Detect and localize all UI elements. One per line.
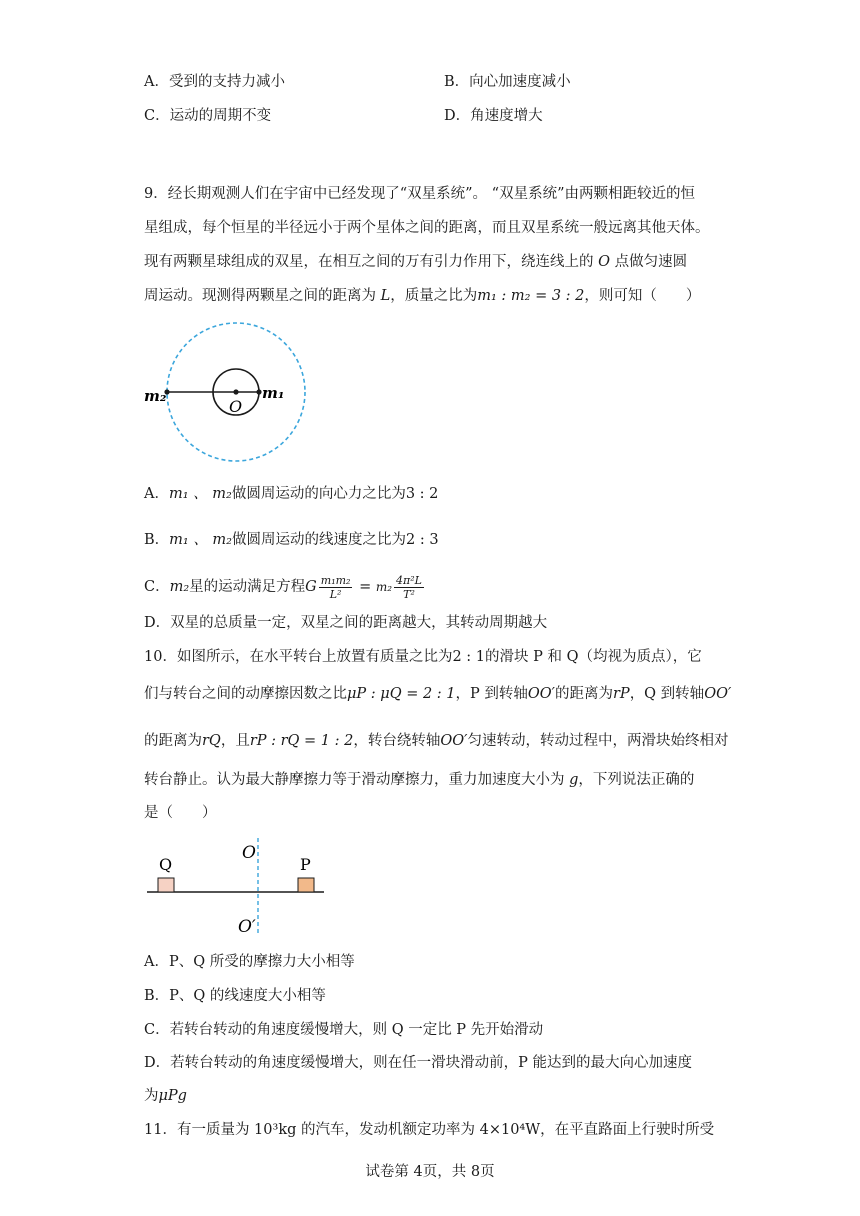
q8-option-d: D．角速度增大: [444, 108, 543, 124]
q9-line-1: 9．经长期观测人们在宇宙中已经发现了“双星系统”。 “双星系统”由两颗相距较近的恒: [144, 186, 695, 202]
q10-line-5: 是（ ）: [144, 805, 217, 821]
q10-line-2: 们与转台之间的动摩擦因数之比μP : μQ = 2 : 1，P 到转轴OO′的距离为rP，Q 到转轴OO′: [144, 686, 732, 702]
q10-option-d-line-1: D．若转台转动的角速度缓慢增大，则在任一滑块滑动前，P 能达到的最大向心加速度: [144, 1055, 692, 1071]
q9-option-c: C．m₂星的运动满足方程G $\frac{\text{m₁m₂}}{\text{L²}}$ = m₂ $\frac{\text{4π²L}}{\text{T²}}$: [144, 573, 422, 601]
m1-label: m₁: [262, 384, 285, 402]
q10-option-d-line-2: 为μPg: [144, 1088, 187, 1104]
page-footer: 试卷第 4页，共 8页: [365, 1164, 495, 1180]
m1-star-dot: [256, 389, 261, 394]
q10-line-3: 的距离为rQ，且rP : rQ = 1 : 2，转台绕转轴OO′匀速转动，转动过程中，两滑块始终相对: [144, 733, 729, 749]
q10-option-a: A．P、Q 所受的摩擦力大小相等: [144, 954, 355, 970]
axis-o-prime-label: O′: [238, 917, 256, 937]
q9-binary-star-figure: [140, 320, 340, 468]
o-label: O: [229, 397, 243, 416]
q8-option-a: A．受到的支持力减小: [144, 74, 285, 90]
center-o-dot: [233, 389, 238, 394]
q9-option-b: B．m₁ 、 m₂做圆周运动的线速度之比为2 : 3: [144, 532, 439, 548]
axis-o-label: O: [242, 843, 256, 863]
q10-turntable-figure: [140, 834, 340, 938]
block-q: [158, 878, 174, 892]
block-q-label: Q: [159, 855, 173, 874]
q8-option-b: B．向心加速度减小: [444, 74, 571, 90]
q10-option-c: C．若转台转动的角速度缓慢增大，则 Q 一定比 P 先开始滑动: [144, 1022, 544, 1038]
block-p-label: P: [300, 855, 311, 874]
q8-option-c: C．运动的周期不变: [144, 108, 272, 124]
m2-label: m₂: [144, 387, 167, 405]
q9-line-2: 星组成，每个恒星的半径远小于两个星体之间的距离，而且双星系统一般远离其他天体。: [144, 220, 710, 236]
q10-option-b: B．P、Q 的线速度大小相等: [144, 988, 326, 1004]
q10-line-1: 10．如图所示，在水平转台上放置有质量之比为2 : 1的滑块 P 和 Q（均视为质点），它: [144, 649, 702, 665]
q9-option-a: A．m₁ 、 m₂做圆周运动的向心力之比为3 : 2: [144, 486, 439, 502]
q9-option-d: D．双星的总质量一定，双星之间的距离越大，其转动周期越大: [144, 615, 548, 631]
block-p: [298, 878, 314, 892]
q9-line-4: 周运动。现测得两颗星之间的距离为 L，质量之比为m₁ : m₂ = 3 : 2，则可知（ ）: [144, 288, 701, 304]
q10-line-4: 转台静止。认为最大静摩擦力等于滑动摩擦力，重力加速度大小为 g，下列说法正确的: [144, 772, 695, 788]
q9-line-3: 现有两颗星球组成的双星，在相互之间的万有引力作用下，绕连线上的 O 点做匀速圆: [144, 254, 688, 270]
q11-line-1: 11．有一质量为 10³kg 的汽车，发动机额定功率为 4×10⁴W，在平直路面上行驶时所受: [144, 1122, 715, 1138]
